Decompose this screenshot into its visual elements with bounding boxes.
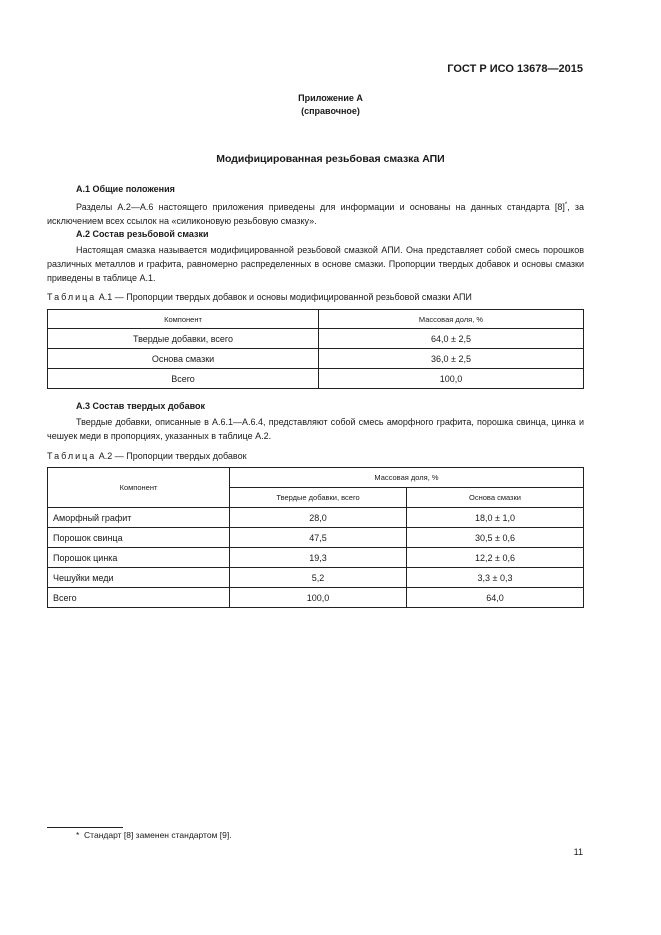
table-cell: Порошок цинка bbox=[48, 548, 230, 568]
table1-header-cell: Массовая доля, % bbox=[319, 310, 584, 329]
table1-caption bbox=[47, 292, 472, 302]
section-a2-heading: А.2 Состав резьбовой смазки bbox=[76, 229, 209, 239]
section-a3-paragraph bbox=[47, 415, 584, 443]
table-cell: 30,5 ± 0,6 bbox=[407, 528, 584, 548]
table-row bbox=[48, 588, 584, 608]
page-number: 11 bbox=[573, 847, 583, 857]
table2-subheader-cell: Основа смазки bbox=[407, 488, 584, 508]
table-row bbox=[48, 528, 584, 548]
table-cell: Порошок свинца bbox=[48, 528, 230, 548]
footnote-marker: * bbox=[564, 202, 568, 208]
section-a1-text: Разделы А.2—А.6 настоящего приложения приведены для информации и основаны на данных стандарта [8] bbox=[76, 202, 565, 212]
table-cell: 18,0 ± 1,0 bbox=[407, 508, 584, 528]
table-cell: Всего bbox=[48, 588, 230, 608]
table1-header-cell: Компонент bbox=[48, 310, 319, 329]
table-cell: 5,2 bbox=[230, 568, 407, 588]
section-a1-heading: А.1 Общие положения bbox=[76, 184, 175, 194]
appendix-heading bbox=[0, 92, 661, 118]
table-cell: Чешуйки меди bbox=[48, 568, 230, 588]
table-cell: 36,0 ± 2,5 bbox=[319, 349, 584, 369]
table-cell: 12,2 ± 0,6 bbox=[407, 548, 584, 568]
table2 bbox=[47, 467, 584, 608]
table-cell: Аморфный графит bbox=[48, 508, 230, 528]
table1-caption-text: А.1 — Пропорции твердых добавок и основы модифицированной резьбовой смазки АПИ bbox=[96, 292, 472, 302]
table-cell: 100,0 bbox=[319, 369, 584, 389]
footnote: * Стандарт [8] заменен стандартом [9]. bbox=[76, 830, 232, 840]
table-cell: Всего bbox=[48, 369, 319, 389]
section-a3-heading: А.3 Состав твердых добавок bbox=[76, 401, 206, 411]
section-a2-text: Настоящая смазка называется модифицированной резьбовой смазкой АПИ. Она представляет собой смесь порошков различных металлов и графита, равномерно распределенных в основе смазки. Пропорции твердых добавок и основы смазки приведены в таблице А.1. bbox=[47, 245, 584, 283]
table-row bbox=[48, 548, 584, 568]
table-cell: 64,0 ± 2,5 bbox=[319, 329, 584, 349]
section-a2-paragraph bbox=[47, 243, 584, 285]
table2-header-row bbox=[48, 468, 584, 488]
table-row bbox=[48, 568, 584, 588]
footnote-divider bbox=[47, 827, 123, 828]
table-cell: 47,5 bbox=[230, 528, 407, 548]
table-row bbox=[48, 329, 584, 349]
table-row bbox=[48, 369, 584, 389]
table2-header-component: Компонент bbox=[48, 468, 230, 508]
table-cell: 64,0 bbox=[407, 588, 584, 608]
table2-caption-text: А.2 — Пропорции твердых добавок bbox=[96, 451, 247, 461]
table2-caption bbox=[47, 451, 247, 461]
table-cell: Твердые добавки, всего bbox=[48, 329, 319, 349]
table1-header-row bbox=[48, 310, 584, 329]
table-cell: 3,3 ± 0,3 bbox=[407, 568, 584, 588]
table-cell: 28,0 bbox=[230, 508, 407, 528]
table1-caption-word: Таблица bbox=[47, 292, 97, 302]
appendix-note: (справочное) bbox=[301, 106, 360, 116]
table-row bbox=[48, 508, 584, 528]
section-a1-paragraph bbox=[47, 198, 584, 228]
table-cell: Основа смазки bbox=[48, 349, 319, 369]
table2-header-group: Массовая доля, % bbox=[230, 468, 584, 488]
table2-caption-word: Таблица bbox=[47, 451, 97, 461]
table-cell: 100,0 bbox=[230, 588, 407, 608]
table-cell: 19,3 bbox=[230, 548, 407, 568]
document-title: Модифицированная резьбовая смазка АПИ bbox=[216, 153, 445, 165]
section-a1-text-cont: , за исключением всех ссылок на «силиконовую резьбовую смазку». bbox=[47, 202, 584, 226]
table-row bbox=[48, 349, 584, 369]
section-a3-text: Твердые добавки, описанные в А.6.1—А.6.4, представляют собой смесь аморфного графита, порошка свинца, цинка и чешуек меди в пропорциях, указанных в таблице А.2. bbox=[47, 417, 584, 441]
table1 bbox=[47, 309, 584, 389]
table2-subheader-cell: Твердые добавки, всего bbox=[230, 488, 407, 508]
standard-code: ГОСТ Р ИСО 13678—2015 bbox=[447, 63, 583, 75]
appendix-title: Приложение А bbox=[298, 93, 363, 103]
